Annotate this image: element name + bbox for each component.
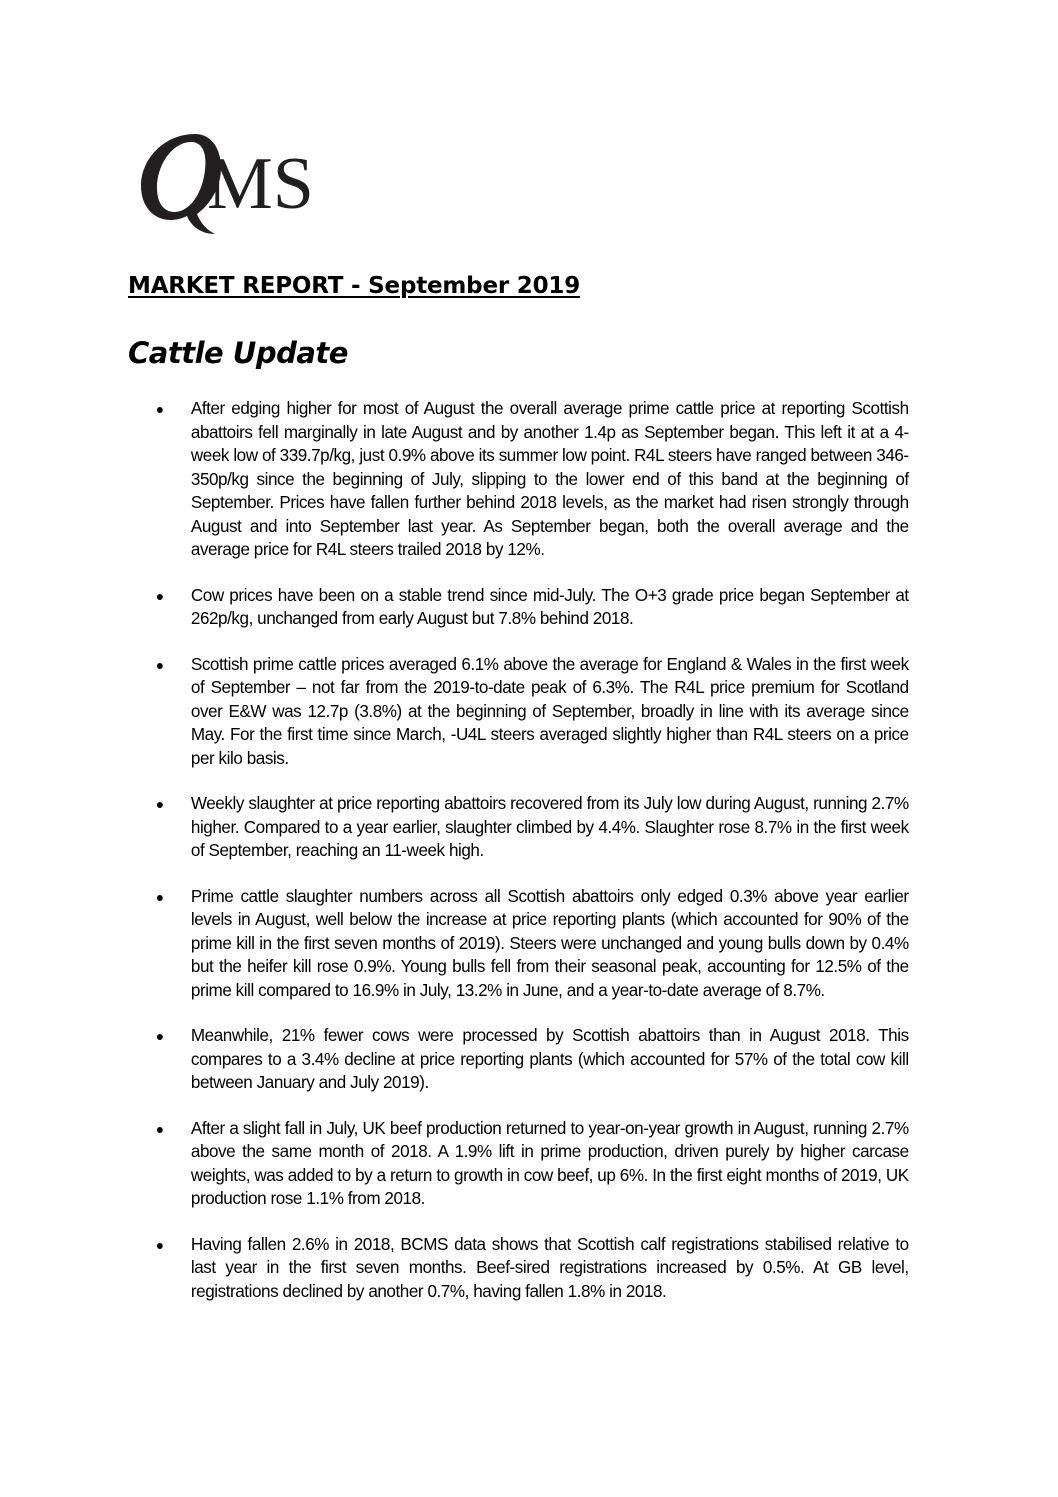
- svg-text:MS: MS: [207, 143, 314, 225]
- section-title: Cattle Update: [128, 336, 348, 370]
- bullet-item: [155, 1117, 909, 1211]
- bullet-icon: [157, 1034, 163, 1040]
- bullet-item: [155, 584, 909, 631]
- bullet-icon: [157, 1243, 163, 1249]
- bullet-item: [155, 885, 909, 1003]
- bullet-text: After edging higher for most of August the overall average prime cattle price at reporting Scottish abattoirs fell marginally in late August and by another 1.4p as September began. This left it at a 4-week low of 339.7p/kg, just 0.9% above its summer low point. R4L steers have ranged between 346-350p/kg since the beginning of July, slipping to the lower end of this band at the beginning of September. Prices have fallen further behind 2018 levels, as the market had risen strongly through August and into September last year. As September began, both the overall average and the average price for R4L steers trailed 2018 by 12%.: [190, 398, 909, 559]
- bullet-text: Scottish prime cattle prices averaged 6.1% above the average for England & Wales in the first week of September – not far from the 2019-to-date peak of 6.3%. The R4L price premium for Scotland over E&W was 12.7p (3.8%) at the beginning of September, broadly in line with its average since May. For the first time since March, -U4L steers averaged slightly higher than R4L steers on a price per kilo basis.: [190, 653, 909, 768]
- bullet-icon: [157, 407, 163, 413]
- qms-logo-mark: [135, 128, 345, 236]
- bullet-list: [155, 397, 932, 1325]
- bullet-icon: [157, 895, 163, 901]
- bullet-item: [155, 653, 909, 771]
- bullet-text: Weekly slaughter at price reporting abattoirs recovered from its July low during August, running 2.7% higher. Compared to a year earlier, slaughter climbed by 4.4%. Slaughter rose 8.7% in the first week of September, reaching an 11-week high.: [190, 793, 909, 860]
- bullet-text: Having fallen 2.6% in 2018, BCMS data shows that Scottish calf registrations stabilised relative to last year in the first seven months. Beef-sired registrations increased by 0.5%. At GB level, registrations declined by another 0.7%, having fallen 1.8% in 2018.: [190, 1233, 909, 1301]
- bullet-item: [155, 1233, 909, 1304]
- bullet-item: [155, 792, 909, 863]
- bullet-text: After a slight fall in July, UK beef production returned to year-on-year growth in August, running 2.7% above the same month of 2018. A 1.9% lift in prime production, driven purely by higher carcase weights, was added to by a return to growth in cow beef, up 6%. In the first eight months of 2019, UK production rose 1.1% from 2018.: [190, 1117, 909, 1208]
- bullet-icon: [157, 663, 163, 669]
- bullet-icon: [157, 594, 163, 600]
- bullet-icon: [157, 802, 163, 808]
- report-title: MARKET REPORT - September 2019: [128, 273, 581, 299]
- bullet-icon: [157, 1127, 163, 1133]
- bullet-item: [155, 1024, 909, 1095]
- bullet-text: Prime cattle slaughter numbers across all Scottish abattoirs only edged 0.3% above year earlier levels in August, well below the increase at price reporting plants (which accounted for 90% of the prime kill in the first seven months of 2019). Steers were unchanged and young bulls down by 0.4% but the heifer kill rose 0.9%. Young bulls fell from their seasonal peak, accounting for 12.5% of the prime kill compared to 16.9% in July, 13.2% in June, and a year-to-date average of 8.7%.: [190, 885, 909, 1000]
- qms-logo: [135, 128, 345, 236]
- bullet-text: Cow prices have been on a stable trend since mid-July. The O+3 grade price began September at 262p/kg, unchanged from early August but 7.8% behind 2018.: [190, 584, 909, 628]
- bullet-item: [155, 397, 909, 562]
- bullet-text: Meanwhile, 21% fewer cows were processed by Scottish abattoirs than in August 2018. This compares to a 3.4% decline at price reporting plants (which accounted for 57% of the total cow kill between January and July 2019).: [190, 1025, 909, 1092]
